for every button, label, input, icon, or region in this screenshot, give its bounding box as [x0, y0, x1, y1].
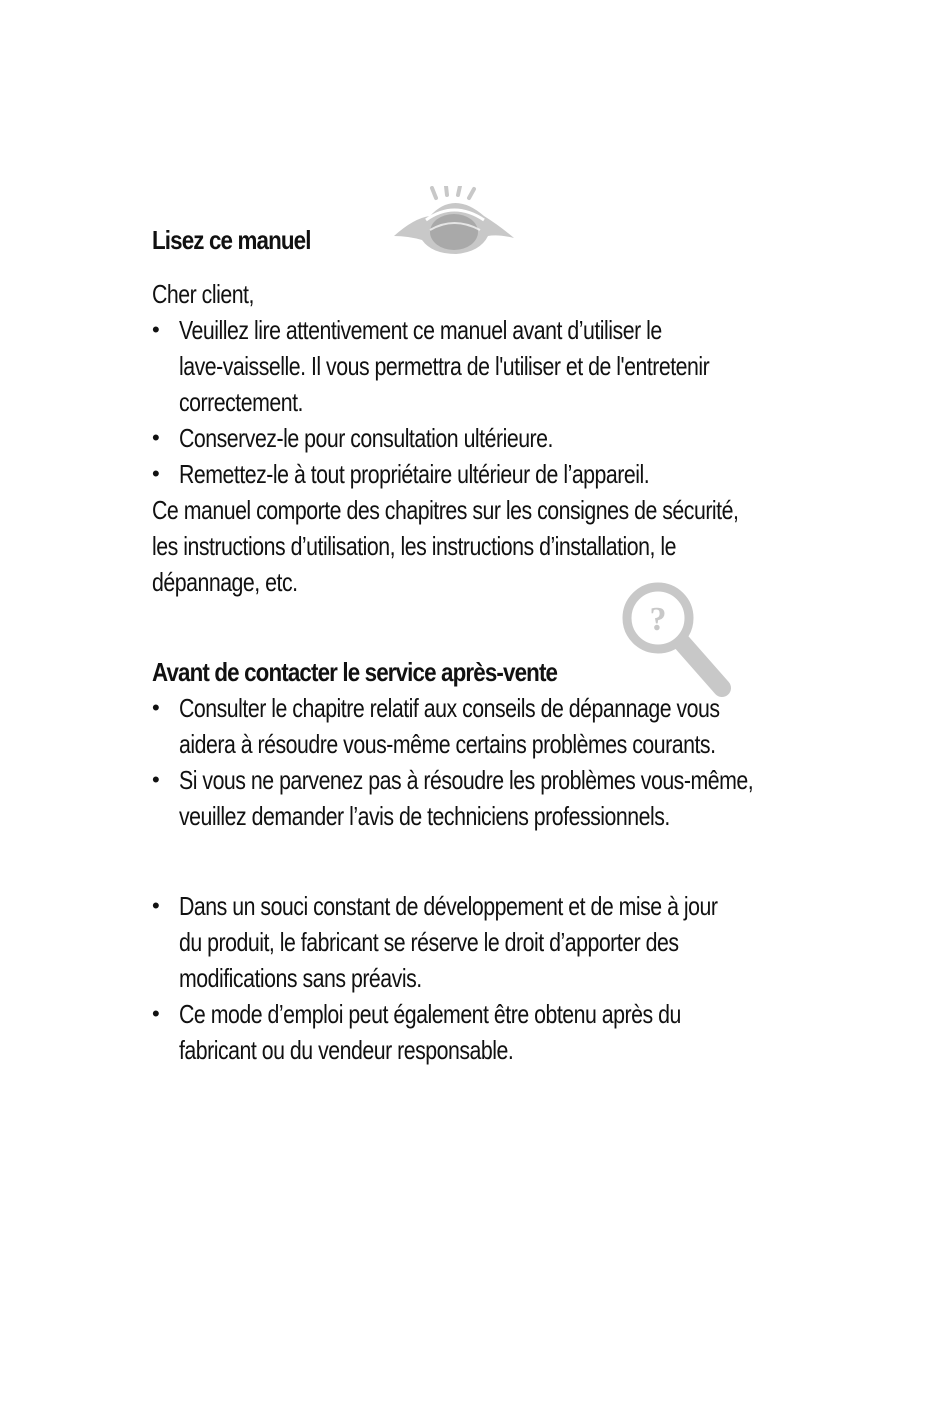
list-item	[152, 312, 802, 420]
bullet-icon: •	[152, 1001, 160, 1026]
list-item-line: Veuillez lire attentivement ce manuel avant d’utiliser le	[179, 315, 662, 345]
list-item	[152, 888, 802, 996]
manual-contents-paragraph	[152, 492, 802, 600]
list-item-line: Si vous ne parvenez pas à résoudre les problèmes vous-même,	[179, 765, 754, 795]
read-manual-list	[152, 312, 802, 492]
list-item-line: Ce mode d’emploi peut également être obtenu après du	[179, 999, 681, 1029]
list-item-line: Consulter le chapitre relatif aux conseils de dépannage vous	[179, 693, 720, 723]
list-item-line: correctement.	[179, 387, 303, 417]
list-item-line: du produit, le fabricant se réserve le droit d’apporter des	[179, 927, 679, 957]
bullet-icon: •	[152, 461, 160, 486]
bullet-icon: •	[152, 425, 160, 450]
list-item	[152, 762, 802, 834]
paragraph-line: les instructions d’utilisation, les instructions d’installation, le	[152, 531, 676, 561]
manual-content	[152, 222, 802, 1068]
list-item-line: aidera à résoudre vous-même certains problèmes courants.	[179, 729, 716, 759]
list-item-line: Remettez-le à tout propriétaire ultérieur de l’appareil.	[179, 459, 650, 489]
bullet-icon: •	[152, 695, 160, 720]
bullet-icon: •	[152, 767, 160, 792]
greeting: Cher client,	[152, 279, 254, 309]
product-updates-list	[152, 888, 802, 1068]
section-heading-read-manual: Lisez ce manuel	[152, 225, 311, 255]
list-item-line: fabricant ou du vendeur responsable.	[179, 1035, 514, 1065]
list-item	[152, 456, 802, 492]
svg-text:?: ?	[649, 601, 667, 638]
after-sales-list	[152, 690, 802, 834]
list-item-line: modifications sans préavis.	[179, 963, 422, 993]
paragraph-line: dépannage, etc.	[152, 567, 298, 597]
bullet-icon: •	[152, 893, 160, 918]
list-item	[152, 420, 802, 456]
list-item-line: lave-vaisselle. Il vous permettra de l'utiliser et de l'entretenir	[179, 351, 710, 381]
list-item	[152, 690, 802, 762]
list-item-line: Dans un souci constant de développement et de mise à jour	[179, 891, 718, 921]
bullet-icon: •	[152, 317, 160, 342]
section-heading-after-sales: Avant de contacter le service après-vente	[152, 657, 558, 687]
list-item-line: Conservez-le pour consultation ultérieure.	[179, 423, 553, 453]
list-item	[152, 996, 802, 1068]
list-item-line: veuillez demander l’avis de techniciens professionnels.	[179, 801, 670, 831]
paragraph-line: Ce manuel comporte des chapitres sur les consignes de sécurité,	[152, 495, 739, 525]
